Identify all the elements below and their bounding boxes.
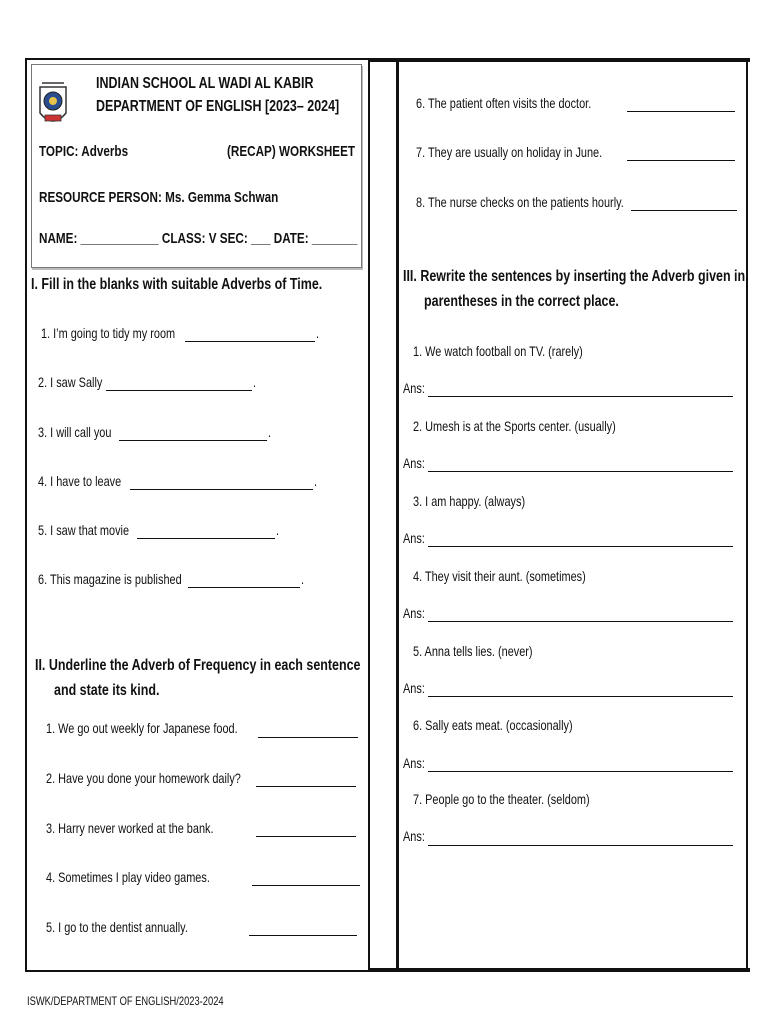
section2-heading-cont: and state its kind.: [54, 682, 160, 699]
list-item: 6. The patient often visits the doctor.: [416, 95, 592, 111]
answer-line[interactable]: [428, 845, 733, 846]
list-item: 5. I go to the dentist annually.: [46, 919, 188, 935]
top-rule: [370, 58, 750, 62]
answer-blank[interactable]: [256, 836, 356, 837]
list-item: 4. Sometimes I play video games.: [46, 869, 210, 885]
section2-heading: II. Underline the Adverb of Frequency in each sentence: [35, 657, 361, 674]
school-name: INDIAN SCHOOL AL WADI AL KABIR: [96, 75, 314, 92]
answer-blank[interactable]: [188, 587, 300, 588]
answer-blank[interactable]: [249, 935, 357, 936]
list-item: 7. They are usually on holiday in June.: [416, 144, 603, 160]
list-item: 6. This magazine is published: [38, 571, 182, 587]
list-item: 6. Sally eats meat. (occasionally): [413, 717, 573, 733]
list-item: 5. Anna tells lies. (never): [413, 643, 533, 659]
answer-line[interactable]: [428, 621, 733, 622]
list-item: 1. We go out weekly for Japanese food.: [46, 720, 238, 736]
list-item: 3. I will call you: [38, 424, 112, 440]
column-divider: [396, 60, 399, 970]
list-item: 3. Harry never worked at the bank.: [46, 820, 214, 836]
list-item: 3. I am happy. (always): [413, 493, 526, 509]
answer-line[interactable]: [428, 771, 733, 772]
answer-blank[interactable]: [631, 210, 737, 211]
answer-blank[interactable]: [627, 111, 735, 112]
answer-blank[interactable]: [258, 737, 358, 738]
answer-blank[interactable]: [130, 489, 313, 490]
answer-blank[interactable]: [137, 538, 275, 539]
list-item: 1. We watch football on TV. (rarely): [413, 343, 583, 359]
column-divider: [368, 60, 370, 970]
ans-label: Ans:: [403, 455, 425, 471]
school-crest-icon: [36, 79, 70, 133]
ans-label: Ans:: [403, 680, 425, 696]
department-title: DEPARTMENT OF ENGLISH [2023– 2024]: [96, 98, 340, 115]
list-item: 5. I saw that movie: [38, 522, 130, 538]
answer-line[interactable]: [428, 471, 733, 472]
list-item: 1. I’m going to tidy my room: [41, 325, 176, 341]
ans-label: Ans:: [403, 605, 425, 621]
list-item: 2. Have you done your homework daily?: [46, 770, 241, 786]
answer-blank[interactable]: [119, 440, 267, 441]
name-class-date-line[interactable]: NAME: ____________ CLASS: V SEC: ___ DATE: _______: [39, 230, 358, 247]
list-item: 2. Umesh is at the Sports center. (usually): [413, 418, 616, 434]
answer-line[interactable]: [428, 546, 733, 547]
page-footer: ISWK/DEPARTMENT OF ENGLISH/2023-2024: [27, 994, 224, 1008]
ans-label: Ans:: [403, 530, 425, 546]
bottom-rule: [370, 968, 750, 972]
answer-blank[interactable]: [185, 341, 315, 342]
answer-line[interactable]: [428, 396, 733, 397]
list-item: 2. I saw Sally: [38, 374, 103, 390]
section3-heading-cont: parentheses in the correct place.: [424, 293, 619, 310]
section1-heading: I. Fill in the blanks with suitable Adverbs of Time.: [31, 276, 323, 293]
ans-label: Ans:: [403, 755, 425, 771]
list-item: 7. People go to the theater. (seldom): [413, 791, 590, 807]
answer-blank[interactable]: [106, 390, 252, 391]
list-item: 4. They visit their aunt. (sometimes): [413, 568, 586, 584]
list-item: 4. I have to leave: [38, 473, 122, 489]
answer-line[interactable]: [428, 696, 733, 697]
worksheet-label: (RECAP) WORKSHEET: [227, 143, 356, 160]
list-item: 8. The nurse checks on the patients hourly.: [416, 194, 624, 210]
ans-label: Ans:: [403, 380, 425, 396]
section3-heading: III. Rewrite the sentences by inserting the Adverb given in: [403, 268, 746, 285]
answer-blank[interactable]: [252, 885, 360, 886]
ans-label: Ans:: [403, 828, 425, 844]
answer-blank[interactable]: [256, 786, 356, 787]
answer-blank[interactable]: [627, 160, 735, 161]
resource-person: RESOURCE PERSON: Ms. Gemma Schwan: [39, 189, 279, 206]
topic-label: TOPIC: Adverbs: [39, 143, 129, 160]
